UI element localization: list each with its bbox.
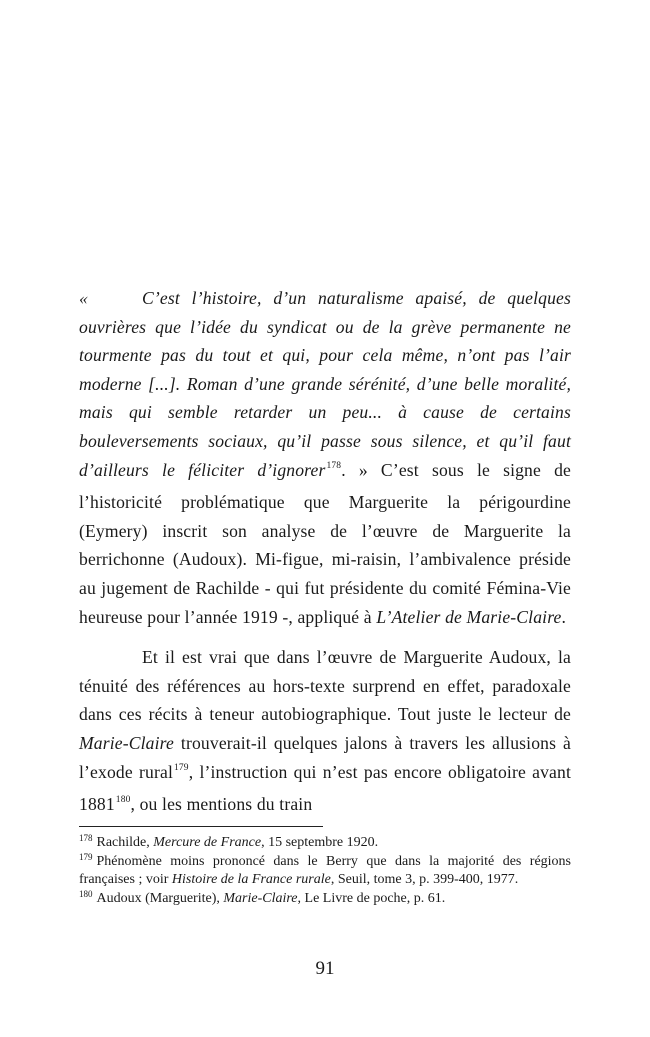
footnotes [79,834,571,908]
quote-open-mark: « [79,288,88,308]
main-text [79,284,571,823]
footnote-text: Rachilde, [96,835,154,850]
paragraph-2-text-a: Et il est vrai que dans l’œuvre de Marguerite Audoux, la ténuité des références au hors-texte surprend en effet, paradoxale dans ces récits à teneur autobiographique. Tout juste le lecteur de [79,647,571,725]
footnote-text: Audoux (Marguerite), [96,890,224,906]
footnote-text: , 15 septembre 1920. [261,835,379,850]
footnote-text: Phénomène moins prononcé dans le Berry que dans la majorité des régions françaises ; voir [79,853,571,887]
footnote-ref-179[interactable]: 179 [173,762,189,773]
footnote-text: , Seuil, tome 3, p. 399-400, 1977. [330,872,519,887]
footnote-180 [79,890,571,909]
footnote-separator [79,826,323,827]
footnote-179 [79,853,571,890]
paragraph-2-text-b: trouverait-il quelques jalons à travers les allusions à l’exode rural [79,732,571,782]
footnote-text: , Le Livre de poche, p. 61. [297,890,446,906]
footnote-number: 179 [79,851,93,862]
footnote-ref-178[interactable]: 178 [326,460,342,471]
rachilde-quotation: C’est l’histoire, d’un naturalisme apaisé, de quelques ouvrières que l’idée du syndicat ou de la grève permanente ne tourmente pas du tout et qui, pour cela même, n’ont pas l’air moderne [...]. Roman d’une grande sérénité, d’une belle moralité, mais qui semble retarder un peu... à cause de certains bouleversements sociaux, qu’il passe sous silence, et qu’il faut d’ailleurs le féliciter d’ignorer [79,288,571,480]
book-title-marie-claire: Marie-Claire [79,732,174,753]
footnote-178 [79,834,571,853]
footnote-title: Histoire de la France rurale [171,872,331,887]
page-number: 91 [315,958,335,979]
footnote-ref-180[interactable]: 180 [115,795,131,806]
footnote-number: 178 [79,833,93,843]
footnote-title: Mercure de France [153,835,262,850]
footnote-number: 180 [79,888,93,899]
paragraph-1-text: C’est sous le signe de l’historicité problématique que Marguerite la périgourdine (Eymery) inscrit son analyse de l’œuvre de Marguerite la berrichonne (Audoux). Mi-figue, mi-raisin, l’ambivalence préside au jugement de Rachilde - qui fut présidente du comité Fémina-Vie heureuse pour l’année 1919 -, appliqué à [79,459,571,627]
quote-close: . » [341,459,368,480]
book-title-atelier: L’Atelier de Marie-Claire [376,606,562,627]
paragraph-2-text-c: , l’instruction qui n’est pas encore obligatoire avant 1881 [79,761,571,815]
paragraph-2-text-d: , ou les mentions du train [130,794,313,815]
paragraph-1-end: . [561,606,567,627]
paragraph-1 [79,284,571,631]
footnote-title: Marie-Claire [223,890,298,906]
paragraph-2 [79,643,571,823]
